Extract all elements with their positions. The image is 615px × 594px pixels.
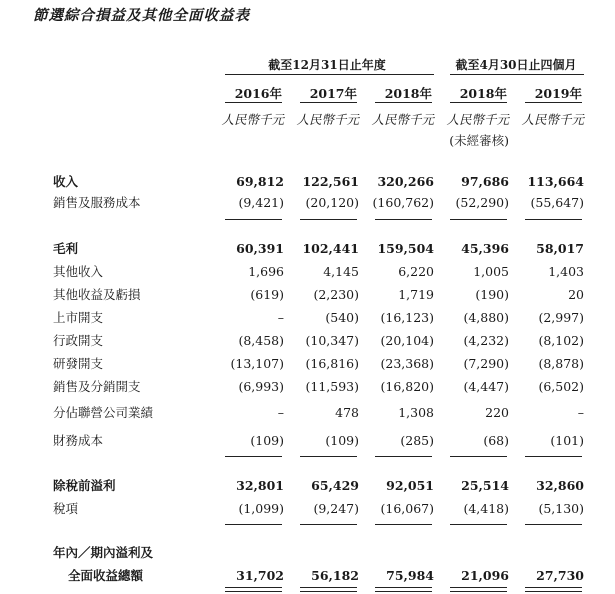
cell-value: (109) <box>325 433 359 448</box>
cell-value: (2,997) <box>538 310 584 325</box>
cell-value: 1,308 <box>398 405 434 420</box>
cell-value: 320,266 <box>377 174 434 189</box>
cell-value: (190) <box>475 287 509 302</box>
cell-value: 6,220 <box>398 264 434 279</box>
cell-value: (16,816) <box>305 356 359 371</box>
table-row <box>0 403 615 423</box>
cell-value: (8,102) <box>538 333 584 348</box>
cell-value: (6,993) <box>238 379 284 394</box>
cell-value: 65,429 <box>311 478 359 493</box>
year-2016: 2016年 <box>234 86 282 101</box>
cell-value: 1,005 <box>473 264 509 279</box>
cell-value: (5,130) <box>538 501 584 516</box>
group-header-annual: 截至12月31日止年度 <box>268 58 386 72</box>
cell-value: (23,368) <box>380 356 434 371</box>
subtotal-line <box>225 524 282 525</box>
cell-value: (11,593) <box>305 379 359 394</box>
table-row <box>0 239 615 259</box>
cell-value: (1,099) <box>238 501 284 516</box>
unit-label: 人民幣千元 <box>446 112 509 127</box>
year-underline <box>300 102 357 103</box>
table-row <box>0 172 615 192</box>
cell-value: (6,502) <box>538 379 584 394</box>
subtotal-line <box>300 524 357 525</box>
row-label: 分佔聯營公司業績 . . . <box>53 403 210 423</box>
year-underline <box>375 102 432 103</box>
year-2018: 2018年 <box>384 86 432 101</box>
cell-value: (4,418) <box>463 501 509 516</box>
table-row <box>0 308 615 328</box>
cell-value: 31,702 <box>236 568 284 583</box>
table-row <box>0 431 615 451</box>
year-underline <box>225 102 282 103</box>
cell-value: 102,441 <box>302 241 359 256</box>
cell-value: 32,801 <box>236 478 284 493</box>
cell-value: 75,984 <box>386 568 434 583</box>
group-underline-four-month <box>450 74 584 75</box>
row-label: 銷售及服務成本 . . . <box>53 193 210 213</box>
cell-value: 20 <box>568 287 584 302</box>
cell-value: 1,696 <box>248 264 284 279</box>
year-2019-period: 2019年 <box>534 86 582 101</box>
cell-value: (8,458) <box>238 333 284 348</box>
subtotal-line <box>450 219 507 220</box>
cell-value: 159,504 <box>377 241 434 256</box>
cell-value: (4,232) <box>463 333 509 348</box>
cell-value: 56,182 <box>311 568 359 583</box>
cell-value: (52,290) <box>455 195 509 210</box>
cell-value: 27,730 <box>536 568 584 583</box>
total-double-line <box>375 587 432 592</box>
year-2018-period: 2018年 <box>459 86 507 101</box>
table-row <box>0 377 615 397</box>
cell-value: (16,820) <box>380 379 434 394</box>
table-row <box>0 285 615 305</box>
table-row <box>0 331 615 351</box>
row-label: 其他收益及虧損 . . . <box>53 285 210 305</box>
subtotal-line <box>525 456 582 457</box>
subtotal-line <box>525 524 582 525</box>
cell-value: – <box>577 405 584 420</box>
cell-value: (20,104) <box>380 333 434 348</box>
cell-value: 478 <box>335 405 359 420</box>
row-label-line1: 年內／期內溢利及 <box>53 545 154 560</box>
cell-value: – <box>277 310 284 325</box>
cell-value: (160,762) <box>372 195 434 210</box>
unit-label: 人民幣千元 <box>296 112 359 127</box>
subtotal-line <box>525 219 582 220</box>
cell-value: 1,719 <box>398 287 434 302</box>
subtotal-line <box>225 456 282 457</box>
row-label: 毛利 . . . <box>53 239 210 259</box>
table-row <box>0 476 615 496</box>
year-underline <box>450 102 507 103</box>
cell-value: 97,686 <box>461 174 509 189</box>
cell-value: (8,878) <box>538 356 584 371</box>
unit-label: 人民幣千元 <box>371 112 434 127</box>
unit-label: 人民幣千元 <box>221 112 284 127</box>
cell-value: (7,290) <box>463 356 509 371</box>
cell-value: (68) <box>483 433 509 448</box>
cell-value: (540) <box>325 310 359 325</box>
cell-value: (20,120) <box>305 195 359 210</box>
total-double-line <box>525 587 582 592</box>
year-2017: 2017年 <box>309 86 357 101</box>
cell-value: 45,396 <box>461 241 509 256</box>
row-label: 財務成本 . . . <box>53 431 210 451</box>
table-row <box>0 566 615 586</box>
row-label: 上市開支 . . . <box>53 308 210 328</box>
row-label: 除稅前溢利 . . . <box>53 476 210 496</box>
row-label: 收入 . . . <box>53 172 210 192</box>
subtotal-line <box>375 524 432 525</box>
cell-value: – <box>277 405 284 420</box>
cell-value: 92,051 <box>386 478 434 493</box>
row-label: 全面收益總額 . . . <box>68 566 210 586</box>
subtotal-line <box>375 456 432 457</box>
page-title: 節選綜合損益及其他全面收益表 <box>33 7 250 24</box>
cell-value: (9,247) <box>313 501 359 516</box>
cell-value: 21,096 <box>461 568 509 583</box>
cell-value: 113,664 <box>527 174 584 189</box>
row-label: 研發開支 . . . <box>53 354 210 374</box>
cell-value: (16,123) <box>380 310 434 325</box>
row-label: 行政開支 . . . <box>53 331 210 351</box>
cell-value: (10,347) <box>305 333 359 348</box>
cell-value: (2,230) <box>313 287 359 302</box>
unit-label: 人民幣千元 <box>521 112 584 127</box>
subtotal-line <box>450 456 507 457</box>
cell-value: 1,403 <box>548 264 584 279</box>
cell-value: (619) <box>250 287 284 302</box>
row-label: 稅項 . . . <box>53 499 210 519</box>
subtotal-line <box>225 219 282 220</box>
cell-value: (109) <box>250 433 284 448</box>
cell-value: (55,647) <box>530 195 584 210</box>
unaudited-note: (未經審核) <box>449 133 509 148</box>
subtotal-line <box>300 456 357 457</box>
cell-value: (285) <box>400 433 434 448</box>
cell-value: 4,145 <box>323 264 359 279</box>
table-row <box>0 354 615 374</box>
cell-value: (101) <box>550 433 584 448</box>
total-double-line <box>450 587 507 592</box>
table-row <box>0 262 615 282</box>
cell-value: 122,561 <box>302 174 359 189</box>
cell-value: 58,017 <box>536 241 584 256</box>
row-label: 銷售及分銷開支 . . . <box>53 377 210 397</box>
table-row <box>0 193 615 213</box>
subtotal-line <box>300 219 357 220</box>
subtotal-line <box>450 524 507 525</box>
group-underline-annual <box>225 74 434 75</box>
cell-value: 60,391 <box>236 241 284 256</box>
cell-value: (13,107) <box>230 356 284 371</box>
subtotal-line <box>375 219 432 220</box>
total-double-line <box>300 587 357 592</box>
table-row <box>0 499 615 519</box>
cell-value: (9,421) <box>238 195 284 210</box>
cell-value: 32,860 <box>536 478 584 493</box>
group-header-four-month: 截至4月30日止四個月 <box>455 58 577 72</box>
cell-value: (4,880) <box>463 310 509 325</box>
year-underline <box>525 102 582 103</box>
row-label: 其他收入 . . . <box>53 262 210 282</box>
cell-value: 25,514 <box>461 478 509 493</box>
cell-value: 220 <box>485 405 509 420</box>
cell-value: 69,812 <box>236 174 284 189</box>
cell-value: (16,067) <box>380 501 434 516</box>
total-double-line <box>225 587 282 592</box>
cell-value: (4,447) <box>463 379 509 394</box>
